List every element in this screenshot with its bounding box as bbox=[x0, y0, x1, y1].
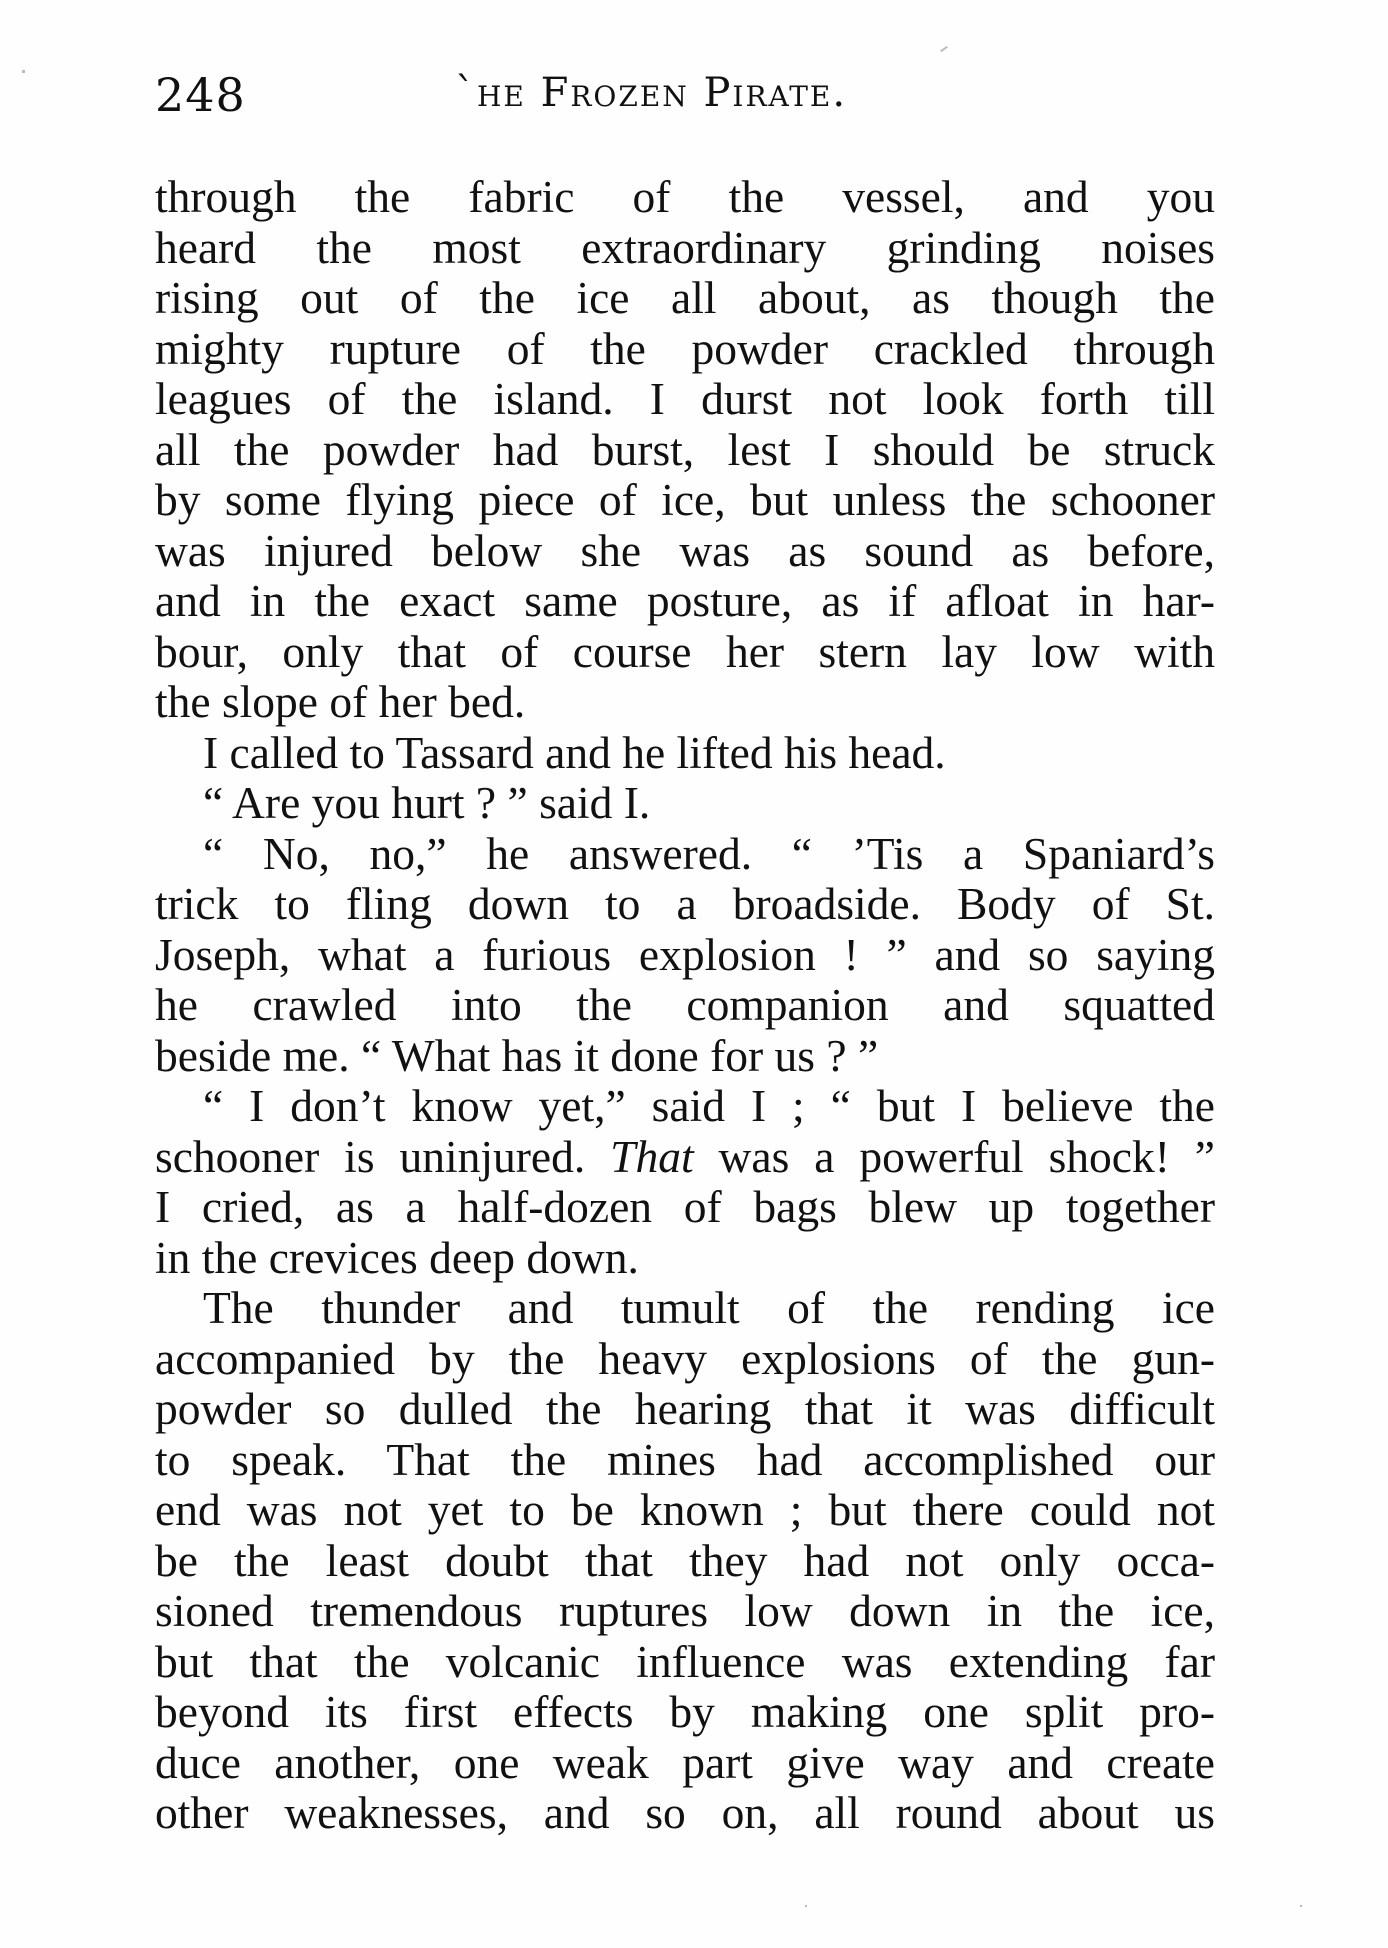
text-line: was injured below she was as sound as before, bbox=[155, 524, 1215, 576]
text-line: “ No, no,” he answered. “ ’Tis a Spaniard’s bbox=[203, 827, 1215, 879]
text-line: beside me. “ What has it done for us ? ” bbox=[155, 1029, 879, 1081]
text-line: I called to Tassard and he lifted his head. bbox=[203, 726, 946, 778]
text-line: Joseph, what a furious explosion ! ” and so saying bbox=[155, 928, 1215, 980]
text-line: but that the volcanic influence was extending far bbox=[155, 1635, 1215, 1687]
text-line: mighty rupture of the powder crackled through bbox=[155, 322, 1215, 374]
text-line: powder so dulled the hearing that it was difficult bbox=[155, 1383, 1215, 1434]
text-segment: schooner is uninjured. bbox=[155, 1130, 611, 1182]
text-line bbox=[155, 1132, 1215, 1183]
text-line: “ I don’t know yet,” said I ; “ but I believe the bbox=[203, 1080, 1215, 1131]
text-line: by some flying piece of ice, but unless the schooner bbox=[155, 474, 1215, 525]
print-speck bbox=[1300, 1905, 1302, 1907]
text-segment: was a powerful shock! ” bbox=[693, 1130, 1216, 1182]
page-header bbox=[155, 68, 1215, 138]
emphasis-text: That bbox=[610, 1130, 694, 1182]
running-title: `he Frozen Pirate. bbox=[455, 70, 848, 116]
text-line: be the least doubt that they had not only occa- bbox=[155, 1534, 1215, 1586]
text-line: I cried, as a half-dozen of bags blew up together bbox=[155, 1181, 1215, 1232]
print-speck bbox=[940, 46, 948, 52]
text-line: sioned tremendous ruptures low down in the ice, bbox=[155, 1585, 1215, 1636]
text-line: The thunder and tumult of the rending ice bbox=[203, 1282, 1215, 1333]
text-line: “ Are you hurt ? ” said I. bbox=[203, 777, 651, 828]
text-line: rising out of the ice all about, as though the bbox=[155, 272, 1215, 323]
print-speck bbox=[22, 70, 25, 73]
text-line: through the fabric of the vessel, and you bbox=[155, 171, 1215, 222]
body-text bbox=[155, 172, 1215, 1839]
text-line: the slope of her bed. bbox=[155, 676, 526, 727]
text-line: other weaknesses, and so on, all round about us bbox=[155, 1787, 1215, 1838]
text-line: trick to fling down to a broadside. Body of St. bbox=[155, 878, 1215, 929]
print-speck bbox=[805, 1905, 807, 1907]
text-line: accompanied by the heavy explosions of the gun- bbox=[155, 1332, 1215, 1384]
text-line: duce another, one weak part give way and create bbox=[155, 1736, 1215, 1788]
text-line: heard the most extraordinary grinding noises bbox=[155, 221, 1215, 273]
text-line: to speak. That the mines had accomplished our bbox=[155, 1433, 1215, 1485]
text-line: and in the exact same posture, as if afloat in har- bbox=[155, 575, 1215, 626]
page-number: 248 bbox=[155, 68, 246, 122]
text-line: bour, only that of course her stern lay low with bbox=[155, 625, 1215, 677]
text-line: end was not yet to be known ; but there could not bbox=[155, 1484, 1215, 1535]
text-line: all the powder had burst, lest I should be struck bbox=[155, 423, 1215, 475]
text-line: leagues of the island. I durst not look forth till bbox=[155, 373, 1215, 424]
text-line: in the crevices deep down. bbox=[155, 1231, 639, 1283]
text-line: beyond its first effects by making one split pro- bbox=[155, 1686, 1215, 1737]
text-line: he crawled into the companion and squatted bbox=[155, 979, 1215, 1030]
